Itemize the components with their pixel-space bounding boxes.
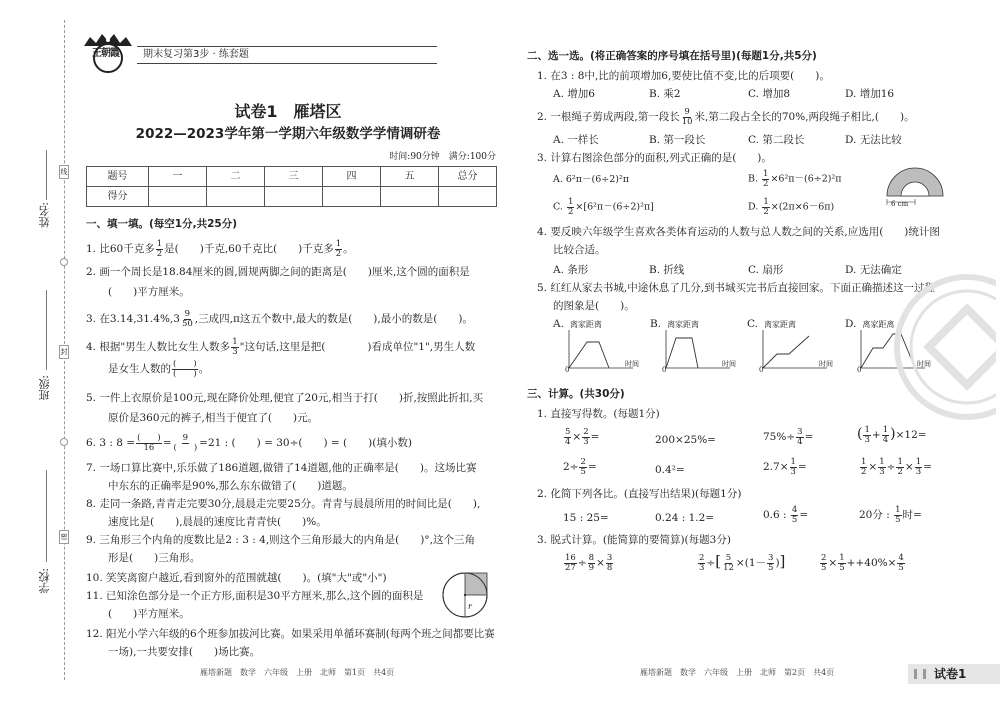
mc-option[interactable]: A. 6²π－(6÷2)²π bbox=[553, 174, 630, 185]
brand-logo bbox=[78, 32, 138, 74]
cut-mark-seal: 封 bbox=[59, 345, 69, 359]
cut-mark-secret: 密 bbox=[59, 530, 69, 544]
score-cell[interactable] bbox=[381, 187, 439, 207]
graph-option-d[interactable]: D. 离家距离 时间 0 bbox=[845, 318, 931, 374]
mc-option[interactable]: D. 无法比较 bbox=[845, 134, 902, 146]
mc-option[interactable]: A. 一样长 bbox=[553, 134, 599, 146]
mc-option[interactable]: A. 增加6 bbox=[553, 88, 595, 100]
brand-subtitle: 期末复习第3步 · 练套题 bbox=[143, 49, 249, 60]
mc-question-3: 3. 计算右图涂色部分的面积,列式正确的是( )。 bbox=[537, 152, 772, 164]
calc-item: 75%÷ $\frac{3}{4}$ = bbox=[763, 427, 814, 447]
mc-option[interactable]: D. 增加16 bbox=[845, 88, 895, 100]
calc-item: 2÷ $\frac{2}{5}$ = bbox=[563, 457, 597, 477]
question-9: 9. 三角形三个内角的度数比是2 : 3 : 4,则这个三角形最大的内角是( )°,这个三角 bbox=[86, 534, 475, 546]
calc-item: $\frac{16}{27}$ ÷ $\frac{8}{9}$ × $\frac{3}{8}$ bbox=[565, 553, 613, 573]
score-header: 三 bbox=[265, 167, 323, 187]
calc-item: 2.7× $\frac{1}{3}$ = bbox=[763, 457, 807, 477]
mc-option[interactable]: B. 第一段长 bbox=[649, 134, 706, 146]
mc-question-4: 4. 要反映六年级学生喜欢各类体育运动的人数与总人数之间的关系,应选用( )统计图 bbox=[537, 226, 940, 238]
score-cell[interactable] bbox=[207, 187, 265, 207]
class-blank[interactable] bbox=[46, 290, 47, 370]
score-cell[interactable] bbox=[323, 187, 381, 207]
mc-option[interactable]: C. 增加8 bbox=[748, 88, 791, 100]
dimension-label: 6 cm bbox=[891, 200, 909, 208]
mc-option[interactable]: A. 条形 bbox=[553, 264, 589, 276]
school-blank[interactable] bbox=[46, 470, 47, 562]
watermark-seal bbox=[892, 272, 996, 422]
graph-option-a[interactable]: A. 离家距离 时间 0 bbox=[553, 318, 639, 374]
radius-label: r bbox=[468, 602, 472, 611]
question-2: 2. 画一个周长是18.84厘米的圆,圆规两脚之间的距离是( )厘米,这个圆的面积是 bbox=[86, 266, 470, 278]
score-cell[interactable] bbox=[265, 187, 323, 207]
question-3: 3. 在3.14,31.4%,3 $\frac{9}{50}$ ,三成四,π这五个数中,最大的数是( ),最小的数是( )。 bbox=[86, 309, 473, 329]
question-7: 7. 一场口算比赛中,乐乐做了186道题,做错了14道题,他的正确率是( )。这场比赛 bbox=[86, 462, 477, 474]
section-title: 一、填一填。(每空1分,共25分) bbox=[86, 218, 238, 230]
section-title: 三、计算。(共30分) bbox=[527, 388, 625, 400]
mc-option[interactable]: C. 扇形 bbox=[748, 264, 784, 276]
time-info: 时间:90分钟 满分:100分 bbox=[389, 152, 496, 162]
page-subtitle: 2022—2023学年第一学期六年级数学学情调研卷 bbox=[135, 126, 441, 142]
mc-option[interactable]: B. $\frac{1}{2}$ ×6²π－(6÷2)²π bbox=[748, 169, 842, 189]
mc-option[interactable]: B. 乘2 bbox=[649, 88, 681, 100]
question-11-cont: ( )平方厘米。 bbox=[108, 608, 190, 620]
mc-question-1: 1. 在3 : 8中,比的前项增加6,要使比值不变,比的后项要( )。 bbox=[537, 70, 830, 82]
score-row-label: 得分 bbox=[87, 187, 149, 207]
score-header: 五 bbox=[381, 167, 439, 187]
school-label: 学校: bbox=[38, 568, 51, 594]
mc-option[interactable]: C. $\frac{1}{2}$ ×[6²π－(6÷2)²π] bbox=[553, 197, 654, 217]
tab-decoration-icon bbox=[914, 669, 926, 679]
calc-item: 15 : 25= bbox=[563, 512, 609, 524]
circle-square-figure bbox=[440, 570, 490, 620]
section-title: 二、选一选。(将正确答案的序号填在括号里)(每题1分,共5分) bbox=[527, 50, 817, 62]
graph-option-b[interactable]: B. 离家距离 时间 0 bbox=[650, 318, 736, 374]
calc-item: $\frac{2}{5}$ × $\frac{1}{5}$ ++40%× $\frac{4}{5}$ bbox=[821, 553, 904, 573]
question-5-cont: 原价是360元的裤子,相当于便宜了( )元。 bbox=[108, 412, 319, 424]
binding-margin bbox=[0, 0, 78, 708]
calc-part-1: 1. 直接写得数。(每题1分) bbox=[537, 408, 660, 420]
calc-item: 200×25%= bbox=[655, 434, 716, 446]
calc-item: $\frac{2}{3}$ ÷[ $\frac{5}{12}$ ×(1－ $\frac{3}{5}$ )] bbox=[699, 552, 786, 573]
score-header: 题号 bbox=[87, 167, 149, 187]
name-label: 姓名: bbox=[38, 202, 51, 228]
question-4-cont: 是女生人数的 $\frac{( )}{( )}$ 。 bbox=[108, 359, 210, 379]
score-header: 四 bbox=[323, 167, 381, 187]
mc-option[interactable]: D. 无法确定 bbox=[845, 264, 902, 276]
calc-item: $\frac{5}{4}$ × $\frac{2}{3}$ = bbox=[565, 427, 600, 447]
brand-banner bbox=[137, 46, 437, 64]
question-4: 4. 根据"男生人数比女生人数多 $\frac{1}{3}$ "这句话,这里是把( )看成单位"1",男生人数 bbox=[86, 337, 476, 357]
brand-name: 王朝霞 bbox=[92, 48, 119, 59]
question-9-cont: 形是( )三角形。 bbox=[108, 552, 201, 564]
binding-hole bbox=[60, 438, 68, 446]
mc-question-5: 5. 红红从家去书城,中途休息了几分,到书城买完书后直接回家。下面正确描述这一过程 bbox=[537, 282, 936, 294]
mc-option[interactable]: B. 折线 bbox=[649, 264, 685, 276]
question-11: 11. 已知涂色部分是一个正方形,面积是30平方厘米,那么,这个圆的面积是 bbox=[86, 590, 424, 602]
question-12-cont: 一场),一共要安排( )场比赛。 bbox=[108, 646, 261, 658]
question-2-cont: ( )平方厘米。 bbox=[108, 286, 190, 298]
question-10: 10. 笑笑离窗户越近,看到窗外的范围就越( )。(填"大"或"小") bbox=[86, 572, 387, 584]
mc-question-4-cont: 比较合适。 bbox=[553, 244, 606, 256]
score-header: 二 bbox=[207, 167, 265, 187]
class-label: 班级: bbox=[38, 375, 51, 401]
calc-part-3: 3. 脱式计算。(能简算的要简算)(每题3分) bbox=[537, 534, 731, 546]
name-blank[interactable] bbox=[46, 150, 47, 200]
calc-part-2: 2. 化简下列各比。(直接写出结果)(每题1分) bbox=[537, 488, 742, 500]
calc-item: ( $\frac{1}{3}$ + $\frac{1}{4}$ )×12= bbox=[857, 425, 927, 445]
semicircle-figure bbox=[883, 166, 947, 210]
cut-mark-line: 线 bbox=[59, 165, 69, 179]
mc-option[interactable]: C. 第二段长 bbox=[748, 134, 805, 146]
question-1: 1. 比60千克多 $\frac{1}{2}$ 是( )千克,60千克比( )千克多 $\frac{1}{2}$ 。 bbox=[86, 239, 354, 259]
paper-tab bbox=[908, 664, 1000, 684]
calc-item: 0.4²= bbox=[655, 464, 685, 476]
calc-item: 0.6 : $\frac{4}{5}$ = bbox=[763, 505, 809, 525]
question-8-cont: 速度比是( ),晨晨的速度比青青快( )%。 bbox=[108, 516, 327, 528]
question-6: 6. 3 : 8 = $\frac{( )}{16}$ = $\frac{9}{( )}$ =21 : ( ) = 30÷( ) = ( )(填小数) bbox=[86, 433, 412, 453]
score-header: 总分 bbox=[439, 167, 497, 187]
page-title: 试卷1 雁塔区 bbox=[234, 102, 342, 121]
graph-option-c[interactable]: C. 离家距离 时间 0 bbox=[747, 318, 833, 374]
calc-item: 0.24 : 1.2= bbox=[655, 512, 715, 524]
mc-option[interactable]: D. $\frac{1}{2}$ ×(2π×6－6π) bbox=[748, 197, 835, 217]
question-5: 5. 一件上衣原价是100元,现在降价处理,便宜了20元,相当于打( )折,按照此折扣,买 bbox=[86, 392, 484, 404]
score-cell[interactable] bbox=[439, 187, 497, 207]
question-12: 12. 阳光小学六年级的6个班参加拔河比赛。如果采用单循环赛制(每两个班之间都要比赛 bbox=[86, 628, 495, 640]
mc-question-2: 2. 一根绳子剪成两段,第一段长 $\frac{9}{10}$ 米,第二段占全长的70%,两段绳子相比,( )。 bbox=[537, 107, 915, 127]
calc-item: 20分 : $\frac{1}{5}$ 时= bbox=[859, 505, 922, 525]
binding-hole bbox=[60, 258, 68, 266]
calc-item: $\frac{1}{2}$ × $\frac{1}{3}$ ÷ $\frac{1}{2}$ × $\frac{1}{3}$ = bbox=[861, 457, 932, 477]
page-footer-left: 雁塔新题 数学 六年级 上册 北师 第1页 共4页 bbox=[200, 668, 395, 677]
question-7-cont: 中东东的正确率是90%,那么东东做错了( )道题。 bbox=[108, 480, 353, 492]
question-8: 8. 走同一条路,青青走完要30分,晨晨走完要25分。青青与晨晨所用的时间比是( ), bbox=[86, 498, 481, 510]
score-header: 一 bbox=[149, 167, 207, 187]
paper-tab-label: 试卷1 bbox=[934, 667, 967, 681]
score-cell[interactable] bbox=[149, 187, 207, 207]
score-table bbox=[86, 166, 497, 207]
mc-question-5-cont: 的图象是( )。 bbox=[553, 300, 635, 312]
page-footer-right: 雁塔新题 数学 六年级 上册 北师 第2页 共4页 bbox=[640, 668, 835, 677]
